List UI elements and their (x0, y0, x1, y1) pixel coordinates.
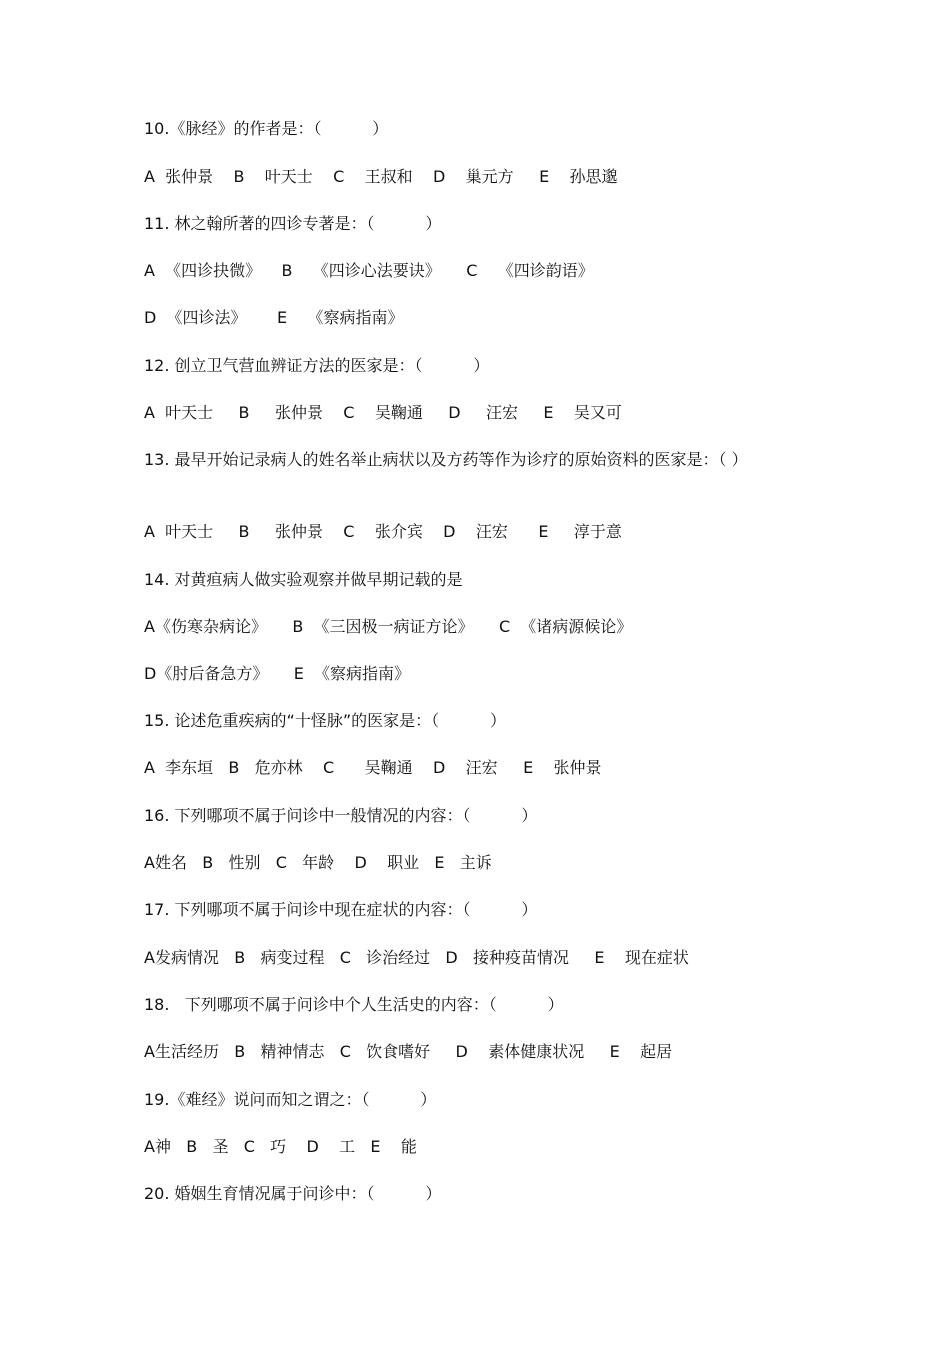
question-11-options-line-2: D 《四诊法》 E 《察病指南》 (144, 308, 404, 327)
question-15-options: A 李东垣 B 危亦林 C 吴鞠通 D 汪宏 E 张仲景 (144, 758, 602, 777)
question-14-options-line-2: D《肘后备急方》 E 《察病指南》 (144, 664, 411, 683)
question-20-stem: 20. 婚姻生育情况属于问诊中：（ ） (144, 1184, 442, 1203)
question-14-stem: 14. 对黄疸病人做实验观察并做早期记载的是 (144, 570, 463, 589)
question-13-stem: 13. 最早开始记录病人的姓名举止病状以及方药等作为诊疗的原始资料的医家是：（ ） (144, 450, 748, 469)
question-13-options: A 叶天士 B 张仲景 C 张介宾 D 汪宏 E 淳于意 (144, 522, 622, 541)
question-12-stem: 12. 创立卫气营血辨证方法的医家是：（ ） (144, 356, 490, 375)
question-11-stem: 11. 林之翰所著的四诊专著是：（ ） (144, 214, 442, 233)
question-19-options: A神 B 圣 C 巧 D 工 E 能 (144, 1137, 417, 1156)
question-19-stem: 19.《难经》说问而知之谓之：（ ） (144, 1090, 437, 1109)
question-14-options-line-1: A《伤寒杂病论》 B 《三因极一病证方论》 C 《诸病源候论》 (144, 617, 633, 636)
question-10-options: A 张仲景 B 叶天士 C 王叔和 D 巢元方 E 孙思邈 (144, 167, 618, 186)
question-12-options: A 叶天士 B 张仲景 C 吴鞠通 D 汪宏 E 吴又可 (144, 403, 622, 422)
question-15-stem: 15. 论述危重疾病的“十怪脉”的医家是：（ ） (144, 711, 506, 730)
question-18-stem: 18. 下列哪项不属于问诊中个人生活史的内容：（ ） (144, 995, 564, 1014)
question-17-stem: 17. 下列哪项不属于问诊中现在症状的内容：（ ） (144, 900, 538, 919)
question-17-options: A发病情况 B 病变过程 C 诊治经过 D 接种疫苗情况 E 现在症状 (144, 948, 689, 967)
question-16-stem: 16. 下列哪项不属于问诊中一般情况的内容：（ ） (144, 806, 538, 825)
question-18-options: A生活经历 B 精神情志 C 饮食嗜好 D 素体健康状况 E 起居 (144, 1042, 673, 1061)
question-11-options-line-1: A 《四诊抉微》 B 《四诊心法要诀》 C 《四诊韵语》 (144, 261, 594, 280)
question-16-options: A姓名 B 性别 C 年龄 D 职业 E 主诉 (144, 853, 492, 872)
question-10-stem: 10.《脉经》的作者是：（ ） (144, 119, 389, 138)
